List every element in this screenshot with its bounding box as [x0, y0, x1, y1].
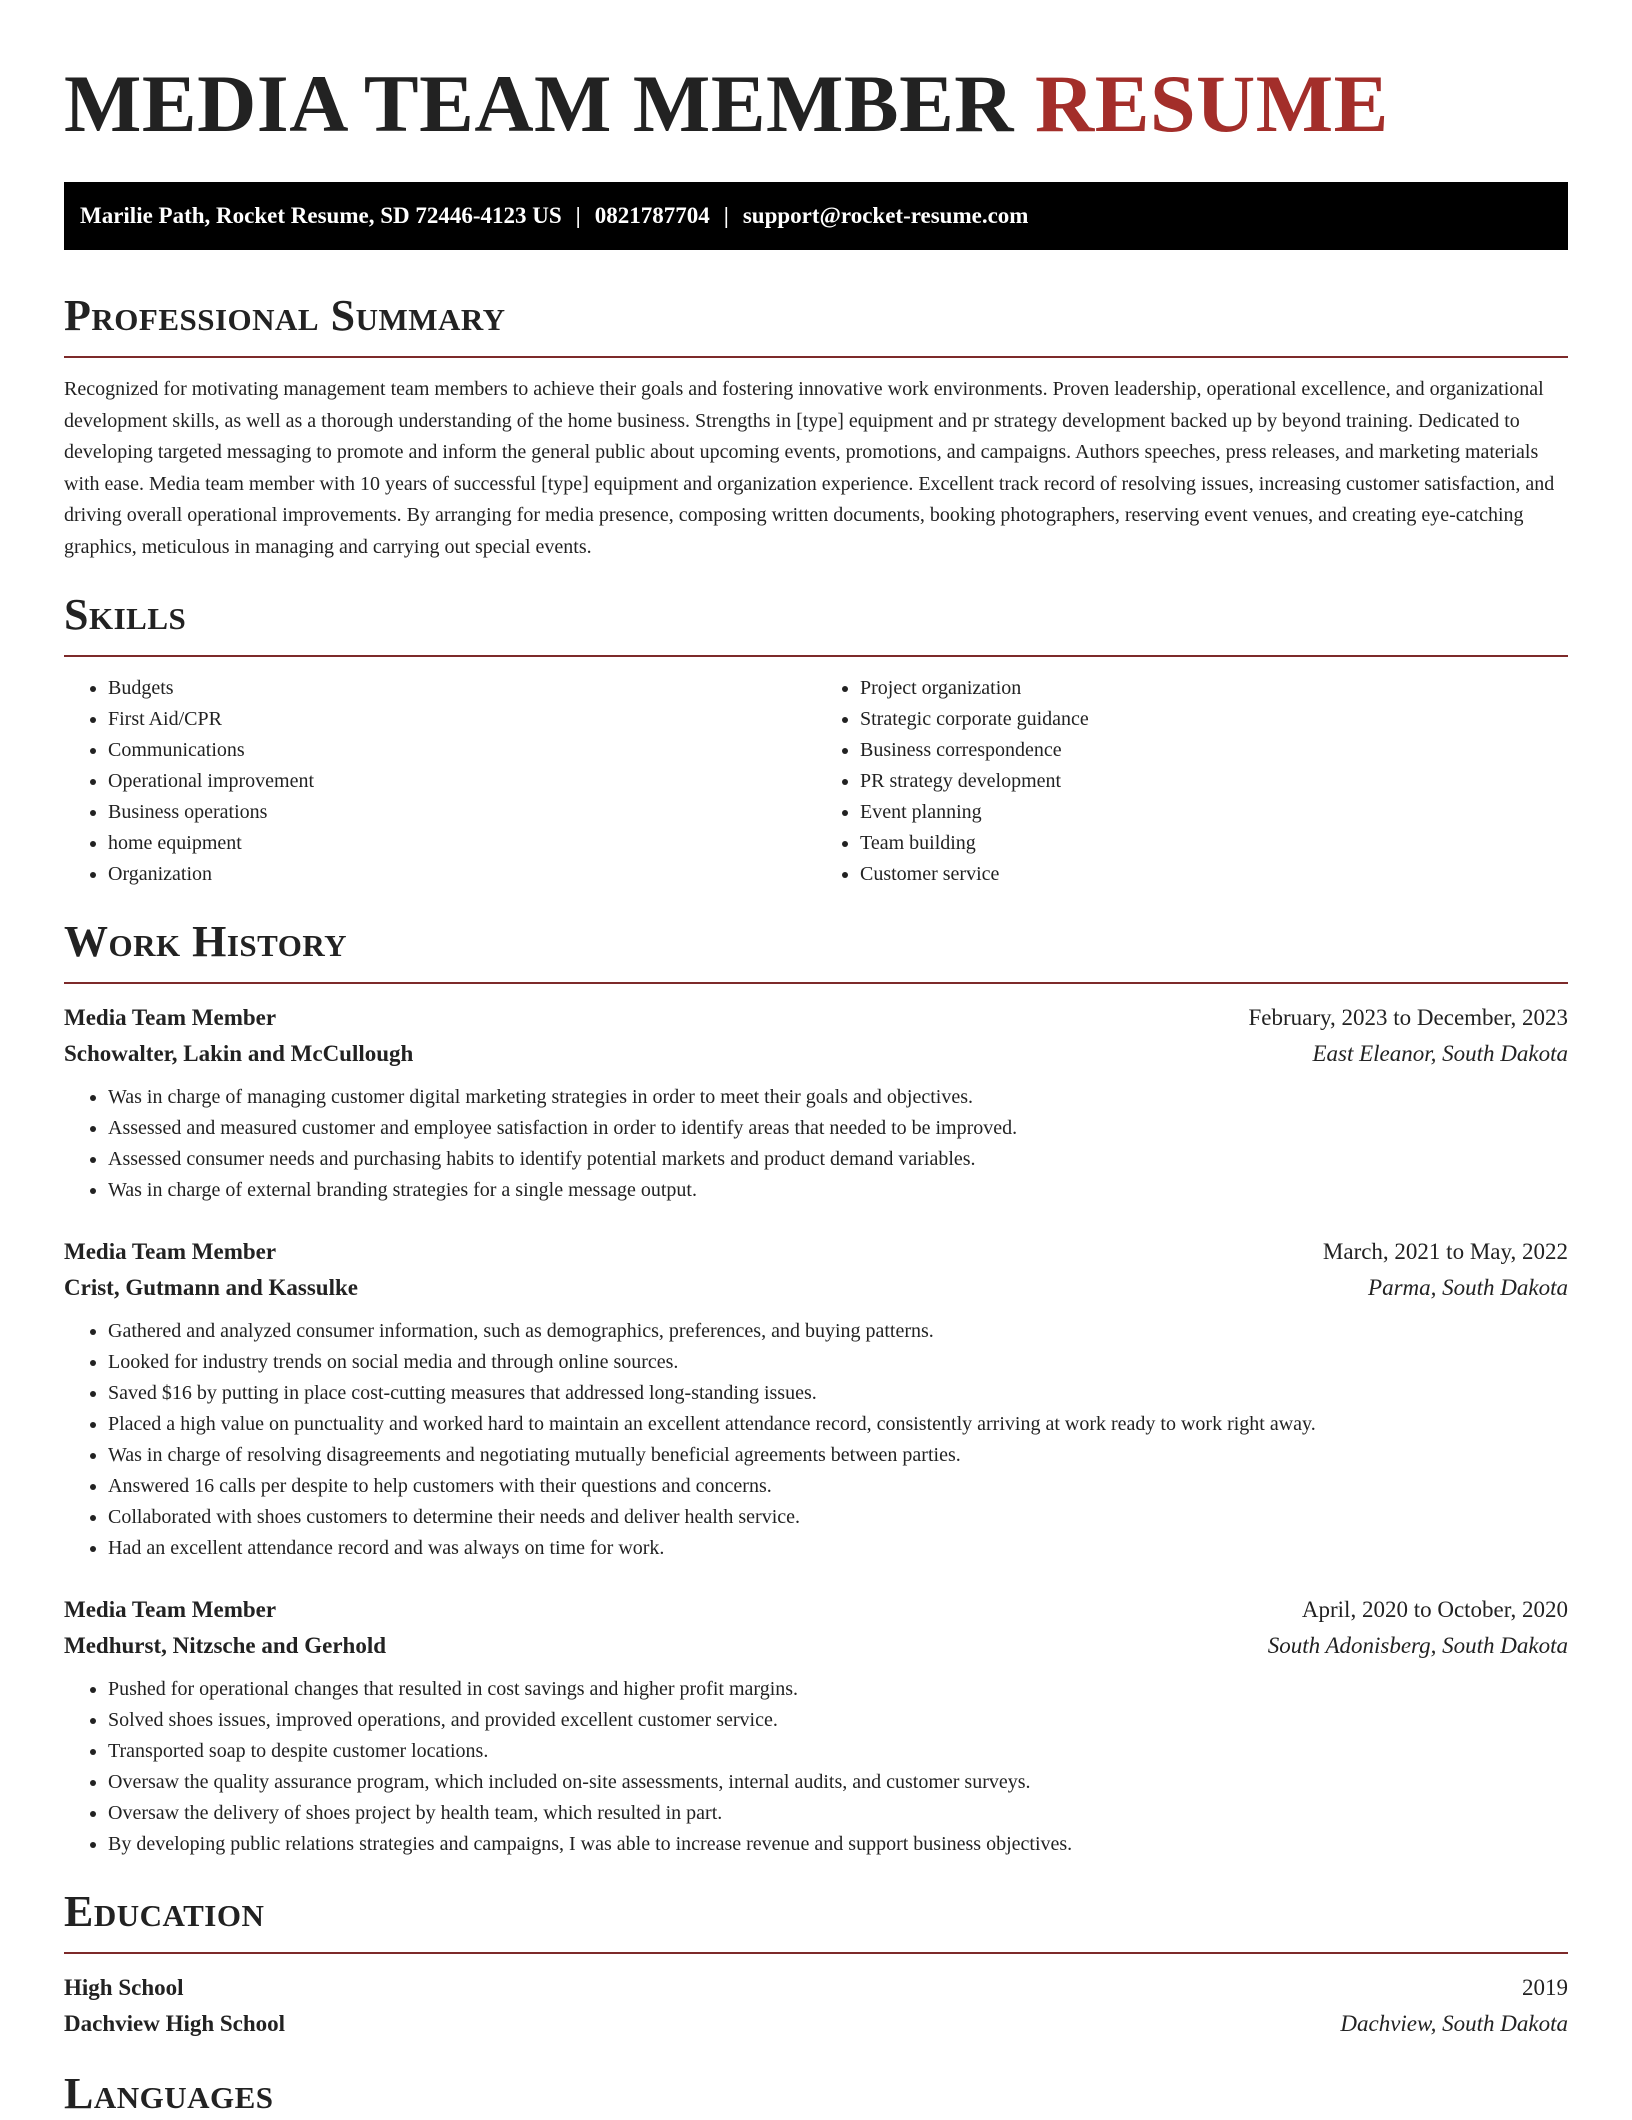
- skill-item: • Communications: [108, 735, 816, 766]
- section-divider: [64, 1952, 1568, 1954]
- skill-item: • Team building: [860, 828, 1568, 859]
- education-header-row: [64, 1970, 1568, 2006]
- duty-item: • Was in charge of external branding strategies for a single message output.: [108, 1175, 1568, 1206]
- skills-heading: Skills: [64, 590, 187, 639]
- duty-item: • Solved shoes issues, improved operations, and provided excellent customer service.: [108, 1705, 1568, 1736]
- education-school: Dachview High School: [64, 2011, 286, 2036]
- job-company: Crist, Gutmann and Kassulke: [64, 1275, 358, 1300]
- job-duties: [64, 1082, 1568, 1206]
- summary-section: [64, 290, 1568, 563]
- education-heading: Education: [64, 1887, 265, 1936]
- work-history-heading: Work History: [64, 917, 348, 966]
- skill-item: • Project organization: [860, 673, 1568, 704]
- job-dates: March, 2021 to May, 2022: [1322, 1239, 1568, 1264]
- duty-item: • Assessed and measured customer and employee satisfaction in order to identify areas that needed to be improved.: [108, 1113, 1568, 1144]
- contact-email: support@rocket-resume.com: [742, 203, 1029, 228]
- job-company-row: [64, 1270, 1568, 1306]
- duty-item: • Placed a high value on punctuality and worked hard to maintain an excellent attendance record, consistently arriving at work ready to work right away.: [108, 1409, 1568, 1440]
- duty-item: • Collaborated with shoes customers to determine their needs and deliver health service.: [108, 1502, 1568, 1533]
- duty-item: • Gathered and analyzed consumer information, such as demographics, preferences, and buying patterns.: [108, 1316, 1568, 1347]
- duty-item: • Had an excellent attendance record and was always on time for work.: [108, 1533, 1568, 1564]
- skills-columns: [64, 673, 1568, 890]
- languages-section: [64, 2068, 1568, 2120]
- languages-heading: Languages: [64, 2069, 274, 2118]
- duty-item: • Answered 16 calls per despite to help customers with their questions and concerns.: [108, 1471, 1568, 1502]
- skills-list-left: [64, 673, 816, 890]
- duty-item: • Assessed consumer needs and purchasing habits to identify potential markets and product demand variables.: [108, 1144, 1568, 1175]
- skills-list-right: [816, 673, 1568, 890]
- job-title: Media Team Member: [64, 1239, 277, 1264]
- job-title: Media Team Member: [64, 1005, 277, 1030]
- duty-item: • By developing public relations strategies and campaigns, I was able to increase revenue and support business objectives.: [108, 1829, 1568, 1860]
- duty-item: • Pushed for operational changes that resulted in cost savings and higher profit margins.: [108, 1674, 1568, 1705]
- job-entry: [64, 1000, 1568, 1206]
- skill-item: • Event planning: [860, 797, 1568, 828]
- education-school-row: [64, 2006, 1568, 2042]
- education-section: [64, 1886, 1568, 2042]
- job-header-row: [64, 1000, 1568, 1036]
- skill-item: • Business correspondence: [860, 735, 1568, 766]
- duty-item: • Oversaw the delivery of shoes project by health team, which resulted in part.: [108, 1798, 1568, 1829]
- job-company-row: [64, 1628, 1568, 1664]
- contact-separator: |: [723, 203, 729, 228]
- job-location: South Adonisberg, South Dakota: [1267, 1633, 1568, 1658]
- skill-item: • Customer service: [860, 859, 1568, 890]
- contact-bar: [64, 182, 1568, 250]
- education-degree: High School: [64, 1975, 184, 2000]
- job-company: Medhurst, Nitzsche and Gerhold: [64, 1633, 386, 1658]
- contact-phone: 0821787704: [594, 203, 710, 228]
- section-divider: [64, 356, 1568, 358]
- section-divider: [64, 655, 1568, 657]
- skill-item: • First Aid/CPR: [108, 704, 816, 735]
- job-duties: [64, 1316, 1568, 1564]
- skill-item: • Budgets: [108, 673, 816, 704]
- duty-item: • Was in charge of resolving disagreements and negotiating mutually beneficial agreements between parties.: [108, 1440, 1568, 1471]
- summary-heading: Professional Summary: [64, 291, 506, 340]
- job-title: Media Team Member: [64, 1597, 277, 1622]
- job-entry: [64, 1234, 1568, 1564]
- title-accent: RESUME: [1035, 58, 1389, 149]
- job-header-row: [64, 1234, 1568, 1270]
- skill-item: • PR strategy development: [860, 766, 1568, 797]
- work-history-section: [64, 916, 1568, 1860]
- job-company: Schowalter, Lakin and McCullough: [64, 1041, 414, 1066]
- section-divider: [64, 982, 1568, 984]
- job-location: East Eleanor, South Dakota: [1312, 1041, 1568, 1066]
- job-header-row: [64, 1592, 1568, 1628]
- skills-section: [64, 589, 1568, 890]
- skill-item: • Strategic corporate guidance: [860, 704, 1568, 735]
- duty-item: • Saved $16 by putting in place cost-cutting measures that addressed long-standing issues.: [108, 1378, 1568, 1409]
- job-company-row: [64, 1036, 1568, 1072]
- job-dates: February, 2023 to December, 2023: [1248, 1005, 1568, 1030]
- duty-item: • Oversaw the quality assurance program, which included on-site assessments, internal audits, and customer surveys.: [108, 1767, 1568, 1798]
- education-location: Dachview, South Dakota: [1340, 2011, 1568, 2036]
- duty-item: • Transported soap to despite customer locations.: [108, 1736, 1568, 1767]
- summary-text: Recognized for motivating management team members to achieve their goals and fostering innovative work environments. Proven leadership, operational excellence, and organizational development skills, as well as a thorough understanding of the home business. Strengths in [type] equipment and pr strategy development backed up by beyond training. Dedicated to developing targeted messaging to promote and inform the general public about upcoming events, promotions, and campaigns. Authors speeches, press releases, and marketing materials with ease. Media team member with 10 years of successful [type] equipment and organization experience. Excellent track record of resolving issues, increasing customer satisfaction, and driving overall operational improvements. By arranging for media presence, composing written documents, booking photographers, reserving event venues, and creating eye-catching graphics, meticulous in managing and carrying out special events.: [64, 378, 1555, 558]
- resume-title: [64, 0, 1568, 150]
- contact-separator: |: [575, 203, 581, 228]
- title-main: MEDIA TEAM MEMBER: [64, 58, 1015, 149]
- skill-item: • Business operations: [108, 797, 816, 828]
- duty-item: • Looked for industry trends on social media and through online sources.: [108, 1347, 1568, 1378]
- duty-item: • Was in charge of managing customer digital marketing strategies in order to meet their goals and objectives.: [108, 1082, 1568, 1113]
- job-dates: April, 2020 to October, 2020: [1301, 1597, 1568, 1622]
- skill-item: • Organization: [108, 859, 816, 890]
- job-duties: [64, 1674, 1568, 1860]
- education-year: 2019: [1522, 1975, 1568, 2000]
- skill-item: • home equipment: [108, 828, 816, 859]
- job-location: Parma, South Dakota: [1368, 1275, 1568, 1300]
- skill-item: • Operational improvement: [108, 766, 816, 797]
- job-entry: [64, 1592, 1568, 1860]
- contact-address: Marilie Path, Rocket Resume, SD 72446-4123 US: [80, 203, 562, 228]
